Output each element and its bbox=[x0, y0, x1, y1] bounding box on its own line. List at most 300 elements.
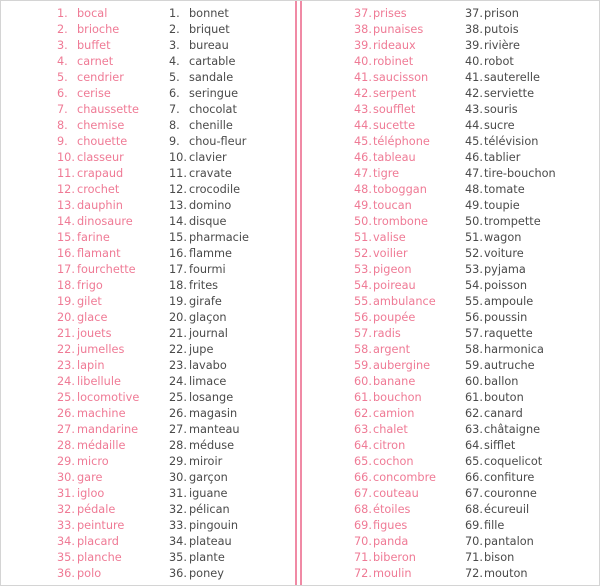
item-number: 1. bbox=[169, 7, 180, 20]
word-list-item bbox=[354, 118, 436, 134]
item-word: placard bbox=[77, 535, 119, 548]
word-list-item bbox=[354, 566, 436, 582]
item-word: canard bbox=[484, 407, 523, 420]
item-number: 54. bbox=[354, 279, 372, 292]
item-number: 3. bbox=[57, 39, 68, 52]
item-word: fille bbox=[484, 519, 505, 532]
item-number: 12. bbox=[169, 183, 187, 196]
item-word: tigre bbox=[373, 167, 400, 180]
item-word: citron bbox=[373, 439, 406, 452]
word-list-item bbox=[465, 166, 556, 182]
word-list-item bbox=[465, 390, 556, 406]
item-number: 53. bbox=[465, 263, 483, 276]
word-list-item bbox=[169, 70, 249, 86]
item-number: 47. bbox=[354, 167, 372, 180]
item-word: mandarine bbox=[77, 423, 139, 436]
item-word: poussin bbox=[484, 311, 528, 324]
item-number: 53. bbox=[354, 263, 372, 276]
word-list-item bbox=[169, 214, 249, 230]
item-word: voiture bbox=[484, 247, 524, 260]
word-list-item bbox=[57, 502, 139, 518]
item-number: 28. bbox=[169, 439, 187, 452]
word-list-item bbox=[354, 486, 436, 502]
word-list-item bbox=[57, 422, 139, 438]
item-word: tire-bouchon bbox=[484, 167, 556, 180]
item-number: 71. bbox=[465, 551, 483, 564]
word-list-item bbox=[465, 70, 556, 86]
word-list-item bbox=[465, 6, 556, 22]
item-number: 41. bbox=[465, 71, 483, 84]
item-number: 55. bbox=[465, 295, 483, 308]
word-list-item bbox=[169, 566, 249, 582]
item-number: 69. bbox=[465, 519, 483, 532]
item-word: cartable bbox=[189, 55, 236, 68]
item-word: souris bbox=[484, 103, 518, 116]
item-number: 32. bbox=[169, 503, 187, 516]
item-number: 50. bbox=[465, 215, 483, 228]
item-word: jumelles bbox=[77, 343, 125, 356]
item-number: 70. bbox=[465, 535, 483, 548]
item-word: igloo bbox=[77, 487, 105, 500]
word-list-item bbox=[465, 102, 556, 118]
item-word: méduse bbox=[189, 439, 235, 452]
item-word: rideaux bbox=[373, 39, 416, 52]
word-list-item bbox=[354, 182, 436, 198]
item-number: 62. bbox=[465, 407, 483, 420]
item-word: robinet bbox=[373, 55, 414, 68]
word-list-item bbox=[465, 134, 556, 150]
item-word: classeur bbox=[77, 151, 124, 164]
word-list-item bbox=[465, 294, 556, 310]
item-word: journal bbox=[189, 327, 228, 340]
item-word: gare bbox=[77, 471, 103, 484]
item-number: 45. bbox=[354, 135, 372, 148]
item-number: 51. bbox=[465, 231, 483, 244]
center-divider-line-left bbox=[295, 1, 297, 585]
item-number: 45. bbox=[465, 135, 483, 148]
word-list-item bbox=[169, 470, 249, 486]
item-number: 63. bbox=[465, 423, 483, 436]
item-number: 4. bbox=[57, 55, 68, 68]
word-list-item bbox=[57, 406, 139, 422]
word-list-item bbox=[465, 246, 556, 262]
word-list-item bbox=[354, 134, 436, 150]
item-word: buffet bbox=[77, 39, 111, 52]
item-number: 56. bbox=[465, 311, 483, 324]
word-list-item bbox=[169, 438, 249, 454]
word-list-item bbox=[465, 278, 556, 294]
item-word: raquette bbox=[484, 327, 533, 340]
item-number: 66. bbox=[465, 471, 483, 484]
word-list-item bbox=[465, 566, 556, 582]
item-word: planche bbox=[77, 551, 122, 564]
item-number: 52. bbox=[354, 247, 372, 260]
item-word: toucan bbox=[373, 199, 412, 212]
item-word: polo bbox=[77, 567, 102, 580]
item-word: disque bbox=[189, 215, 227, 228]
item-word: tableau bbox=[373, 151, 416, 164]
word-list-item bbox=[465, 534, 556, 550]
item-word: chemise bbox=[77, 119, 125, 132]
item-number: 12. bbox=[57, 183, 75, 196]
item-number: 34. bbox=[169, 535, 187, 548]
item-word: poisson bbox=[484, 279, 528, 292]
item-number: 2. bbox=[57, 23, 68, 36]
item-number: 7. bbox=[57, 103, 68, 116]
item-word: fourchette bbox=[77, 263, 136, 276]
item-number: 23. bbox=[169, 359, 187, 372]
item-number: 37. bbox=[465, 7, 483, 20]
word-list-item bbox=[354, 150, 436, 166]
item-word: glaçon bbox=[189, 311, 227, 324]
word-list-item bbox=[57, 550, 139, 566]
word-list-item bbox=[354, 22, 436, 38]
item-word: garçon bbox=[189, 471, 228, 484]
item-word: couteau bbox=[373, 487, 419, 500]
item-number: 20. bbox=[57, 311, 75, 324]
item-number: 49. bbox=[354, 199, 372, 212]
word-list-item bbox=[57, 262, 139, 278]
item-number: 38. bbox=[354, 23, 372, 36]
item-number: 10. bbox=[57, 151, 75, 164]
item-word: toboggan bbox=[373, 183, 427, 196]
item-number: 30. bbox=[169, 471, 187, 484]
word-list-item bbox=[354, 230, 436, 246]
item-number: 5. bbox=[169, 71, 180, 84]
item-number: 56. bbox=[354, 311, 372, 324]
item-number: 17. bbox=[57, 263, 75, 276]
item-word: radis bbox=[373, 327, 401, 340]
item-word: farine bbox=[77, 231, 110, 244]
item-word: argent bbox=[373, 343, 411, 356]
item-number: 44. bbox=[354, 119, 372, 132]
item-word: prises bbox=[373, 7, 407, 20]
item-number: 5. bbox=[57, 71, 68, 84]
item-number: 46. bbox=[354, 151, 372, 164]
item-number: 25. bbox=[57, 391, 75, 404]
item-number: 6. bbox=[57, 87, 68, 100]
item-number: 21. bbox=[169, 327, 187, 340]
word-list-item bbox=[354, 70, 436, 86]
item-number: 39. bbox=[354, 39, 372, 52]
item-word: iguane bbox=[189, 487, 228, 500]
item-word: carnet bbox=[77, 55, 114, 68]
item-word: soufflet bbox=[373, 103, 416, 116]
word-list-item bbox=[465, 118, 556, 134]
item-word: trompette bbox=[484, 215, 541, 228]
item-number: 32. bbox=[57, 503, 75, 516]
item-number: 35. bbox=[57, 551, 75, 564]
item-number: 60. bbox=[465, 375, 483, 388]
item-number: 13. bbox=[57, 199, 75, 212]
item-number: 68. bbox=[354, 503, 372, 516]
word-list-item bbox=[354, 6, 436, 22]
item-word: tomate bbox=[484, 183, 525, 196]
word-list-item bbox=[354, 374, 436, 390]
word-list-item bbox=[354, 342, 436, 358]
item-number: 14. bbox=[169, 215, 187, 228]
item-number: 72. bbox=[354, 567, 372, 580]
word-list-item bbox=[57, 134, 139, 150]
center-divider-line-right bbox=[300, 1, 302, 585]
word-list-item bbox=[465, 422, 556, 438]
word-list-item bbox=[57, 246, 139, 262]
word-list-item bbox=[354, 438, 436, 454]
item-number: 63. bbox=[354, 423, 372, 436]
word-list-item bbox=[354, 262, 436, 278]
item-word: pharmacie bbox=[189, 231, 249, 244]
item-number: 48. bbox=[465, 183, 483, 196]
item-word: fourmi bbox=[189, 263, 226, 276]
word-list-item bbox=[465, 454, 556, 470]
word-list-item bbox=[169, 102, 249, 118]
item-word: poupée bbox=[373, 311, 416, 324]
item-number: 30. bbox=[57, 471, 75, 484]
item-word: harmonica bbox=[484, 343, 544, 356]
word-list-item bbox=[169, 150, 249, 166]
item-word: prison bbox=[484, 7, 519, 20]
item-number: 33. bbox=[169, 519, 187, 532]
item-number: 66. bbox=[354, 471, 372, 484]
word-list-item bbox=[169, 166, 249, 182]
item-number: 27. bbox=[57, 423, 75, 436]
item-word: pigeon bbox=[373, 263, 412, 276]
word-list-item bbox=[465, 502, 556, 518]
item-number: 23. bbox=[57, 359, 75, 372]
word-list-item bbox=[354, 470, 436, 486]
item-number: 55. bbox=[354, 295, 372, 308]
item-word: trombone bbox=[373, 215, 428, 228]
item-word: ballon bbox=[484, 375, 519, 388]
word-list-item bbox=[57, 214, 139, 230]
item-number: 65. bbox=[354, 455, 372, 468]
item-number: 42. bbox=[354, 87, 372, 100]
word-list-item bbox=[57, 470, 139, 486]
item-word: bureau bbox=[189, 39, 229, 52]
item-word: wagon bbox=[484, 231, 522, 244]
item-word: pyjama bbox=[484, 263, 526, 276]
word-list-item bbox=[169, 198, 249, 214]
item-number: 9. bbox=[57, 135, 68, 148]
item-number: 22. bbox=[169, 343, 187, 356]
word-list-item bbox=[169, 134, 249, 150]
word-list-item bbox=[57, 86, 139, 102]
item-word: camion bbox=[373, 407, 415, 420]
item-number: 35. bbox=[169, 551, 187, 564]
word-list-item bbox=[465, 22, 556, 38]
item-number: 69. bbox=[354, 519, 372, 532]
word-list-item bbox=[465, 342, 556, 358]
item-number: 14. bbox=[57, 215, 75, 228]
word-list-item bbox=[169, 86, 249, 102]
word-list-item bbox=[57, 358, 139, 374]
item-number: 26. bbox=[57, 407, 75, 420]
item-word: figues bbox=[373, 519, 408, 532]
item-word: cendrier bbox=[77, 71, 124, 84]
word-list-item bbox=[169, 22, 249, 38]
item-number: 19. bbox=[57, 295, 75, 308]
item-number: 34. bbox=[57, 535, 75, 548]
item-word: banane bbox=[373, 375, 416, 388]
word-list-item bbox=[465, 326, 556, 342]
item-word: poireau bbox=[373, 279, 416, 292]
word-list-item bbox=[465, 358, 556, 374]
item-number: 59. bbox=[465, 359, 483, 372]
word-list-item bbox=[465, 198, 556, 214]
item-word: locomotive bbox=[77, 391, 140, 404]
word-list-item bbox=[169, 502, 249, 518]
item-number: 2. bbox=[169, 23, 180, 36]
item-number: 19. bbox=[169, 295, 187, 308]
item-word: bison bbox=[484, 551, 515, 564]
item-word: chenille bbox=[189, 119, 233, 132]
item-number: 18. bbox=[169, 279, 187, 292]
item-number: 46. bbox=[465, 151, 483, 164]
item-word: bouchon bbox=[373, 391, 422, 404]
item-number: 24. bbox=[169, 375, 187, 388]
word-list-item bbox=[57, 38, 139, 54]
item-number: 15. bbox=[169, 231, 187, 244]
word-list-item bbox=[169, 246, 249, 262]
item-number: 49. bbox=[465, 199, 483, 212]
item-number: 43. bbox=[465, 103, 483, 116]
word-list-item bbox=[57, 70, 139, 86]
word-list-item bbox=[169, 38, 249, 54]
item-word: ampoule bbox=[484, 295, 534, 308]
word-column-3 bbox=[354, 6, 436, 582]
item-word: frigo bbox=[77, 279, 103, 292]
item-word: jupe bbox=[189, 343, 214, 356]
word-list-item bbox=[169, 550, 249, 566]
item-word: chocolat bbox=[189, 103, 237, 116]
word-list-item bbox=[465, 518, 556, 534]
item-number: 61. bbox=[465, 391, 483, 404]
item-number: 64. bbox=[465, 439, 483, 452]
word-list-item bbox=[57, 326, 139, 342]
word-list-item bbox=[354, 278, 436, 294]
item-number: 58. bbox=[465, 343, 483, 356]
item-word: crochet bbox=[77, 183, 120, 196]
word-list-item bbox=[354, 502, 436, 518]
item-word: saucisson bbox=[373, 71, 429, 84]
word-list-item bbox=[354, 54, 436, 70]
item-word: limace bbox=[189, 375, 227, 388]
item-word: bocal bbox=[77, 7, 108, 20]
item-word: clavier bbox=[189, 151, 227, 164]
item-number: 26. bbox=[169, 407, 187, 420]
item-word: losange bbox=[189, 391, 234, 404]
item-number: 21. bbox=[57, 327, 75, 340]
item-number: 29. bbox=[169, 455, 187, 468]
item-word: punaises bbox=[373, 23, 424, 36]
item-word: moulin bbox=[373, 567, 412, 580]
item-word: biberon bbox=[373, 551, 416, 564]
word-list-item bbox=[57, 22, 139, 38]
word-column-1 bbox=[57, 6, 139, 582]
word-list-item bbox=[169, 422, 249, 438]
item-word: médaille bbox=[77, 439, 126, 452]
item-number: 16. bbox=[169, 247, 187, 260]
item-number: 36. bbox=[57, 567, 75, 580]
item-word: concombre bbox=[373, 471, 436, 484]
word-list-item bbox=[169, 310, 249, 326]
word-list-item bbox=[57, 102, 139, 118]
item-number: 44. bbox=[465, 119, 483, 132]
word-list-item bbox=[465, 470, 556, 486]
item-word: gilet bbox=[77, 295, 102, 308]
word-list-item bbox=[57, 390, 139, 406]
item-word: sifflet bbox=[484, 439, 516, 452]
item-word: cravate bbox=[189, 167, 232, 180]
item-number: 10. bbox=[169, 151, 187, 164]
item-word: châtaigne bbox=[484, 423, 541, 436]
item-word: libellule bbox=[77, 375, 121, 388]
item-number: 39. bbox=[465, 39, 483, 52]
item-number: 67. bbox=[465, 487, 483, 500]
item-number: 47. bbox=[465, 167, 483, 180]
item-word: pélican bbox=[189, 503, 230, 516]
word-list-item bbox=[169, 262, 249, 278]
word-list-item bbox=[354, 534, 436, 550]
item-word: chouette bbox=[77, 135, 128, 148]
item-number: 20. bbox=[169, 311, 187, 324]
item-number: 57. bbox=[354, 327, 372, 340]
item-word: étoiles bbox=[373, 503, 411, 516]
word-list-item bbox=[465, 214, 556, 230]
item-word: flamant bbox=[77, 247, 121, 260]
item-word: toupie bbox=[484, 199, 520, 212]
item-word: sucette bbox=[373, 119, 416, 132]
word-list-item bbox=[57, 182, 139, 198]
word-list-item bbox=[354, 358, 436, 374]
word-list-item bbox=[57, 310, 139, 326]
item-number: 60. bbox=[354, 375, 372, 388]
item-number: 36. bbox=[169, 567, 187, 580]
word-list-item bbox=[354, 294, 436, 310]
item-number: 68. bbox=[465, 503, 483, 516]
item-number: 27. bbox=[169, 423, 187, 436]
item-word: poney bbox=[189, 567, 224, 580]
word-list-item bbox=[57, 342, 139, 358]
item-word: chalet bbox=[373, 423, 408, 436]
item-word: valise bbox=[373, 231, 406, 244]
word-list-item bbox=[465, 150, 556, 166]
item-word: jouets bbox=[77, 327, 112, 340]
item-number: 22. bbox=[57, 343, 75, 356]
word-list-item bbox=[169, 230, 249, 246]
word-list-item bbox=[465, 406, 556, 422]
word-list-item bbox=[465, 182, 556, 198]
item-number: 61. bbox=[354, 391, 372, 404]
word-list-item bbox=[354, 326, 436, 342]
word-list-item bbox=[465, 38, 556, 54]
word-list-item bbox=[169, 326, 249, 342]
item-number: 54. bbox=[465, 279, 483, 292]
item-word: dauphin bbox=[77, 199, 123, 212]
word-list-item bbox=[354, 86, 436, 102]
item-word: voilier bbox=[373, 247, 408, 260]
word-list-item bbox=[169, 454, 249, 470]
word-list-item bbox=[169, 406, 249, 422]
item-word: flamme bbox=[189, 247, 232, 260]
word-list-item bbox=[57, 454, 139, 470]
item-word: cochon bbox=[373, 455, 414, 468]
word-list-item bbox=[465, 374, 556, 390]
item-number: 52. bbox=[465, 247, 483, 260]
word-list-item bbox=[169, 182, 249, 198]
item-word: chaussette bbox=[77, 103, 139, 116]
item-word: mouton bbox=[484, 567, 528, 580]
